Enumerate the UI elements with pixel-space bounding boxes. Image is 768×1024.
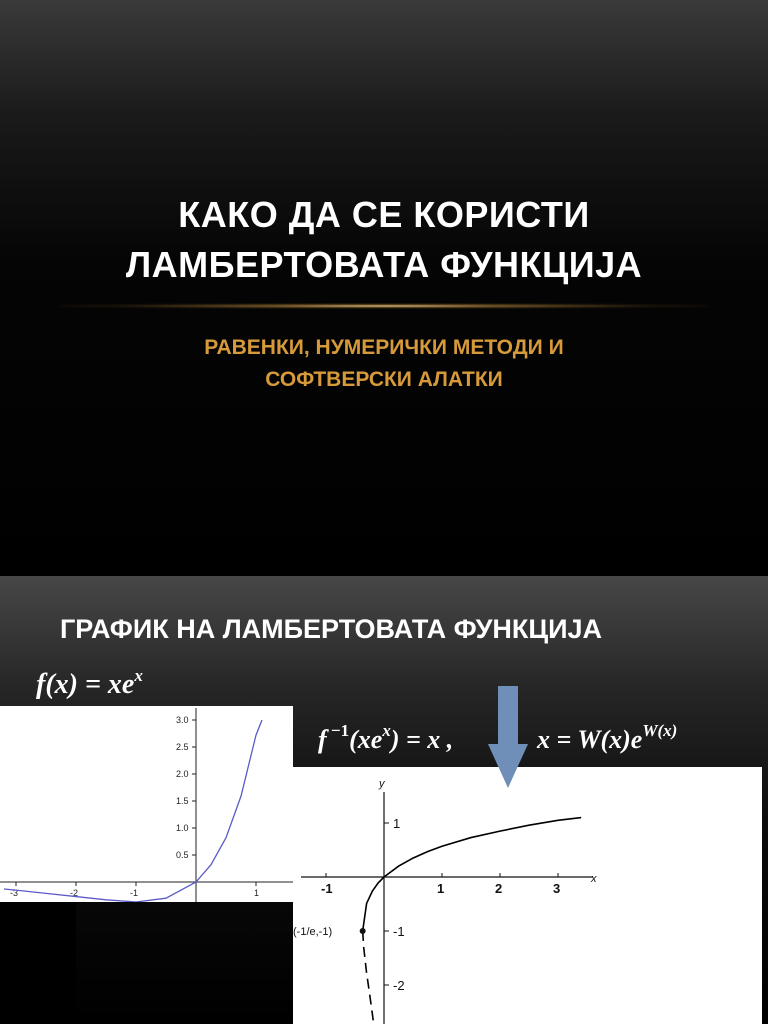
plot-xex — [0, 706, 293, 902]
curve-xex — [4, 720, 262, 902]
formula-inverse-exp2: x — [382, 721, 391, 740]
x-tick-label: 2 — [495, 881, 503, 896]
formula-w — [537, 721, 677, 755]
y-tick-label: 3.0 — [176, 715, 189, 725]
y-tick-label: 1.0 — [176, 823, 189, 833]
formula-w-exponent: W(x) — [642, 721, 678, 740]
formula-fx-base: f(x) = xe — [36, 669, 135, 700]
plot-xex-panel — [0, 706, 293, 902]
x-tick-label: 1 — [254, 888, 260, 898]
graph-slide-title: ГРАФИК НА ЛАМБЕРТОВАТА ФУНКЦИЈА — [60, 614, 603, 644]
x-tick-label: 1 — [437, 881, 445, 896]
subtitle-line-1: РАВЕНКИ, НУМЕРИЧКИ МЕТОДИ И — [204, 336, 564, 359]
plot-lambert — [293, 767, 762, 1024]
formula-fx — [36, 666, 143, 701]
title-divider — [60, 303, 708, 309]
slide-title — [0, 190, 768, 290]
formula-inverse-exp1: −1 — [326, 721, 350, 740]
formula-inverse — [318, 721, 453, 755]
title-line-1: КАКО ДА СЕ КОРИСТИ — [178, 194, 590, 235]
graph-slide — [0, 576, 768, 1024]
x-tick-label: -3 — [10, 888, 19, 898]
x-axis-label: x — [591, 873, 597, 885]
y-tick-label: -1 — [393, 924, 405, 939]
y-axis-label: y — [379, 778, 385, 790]
formula-w-base: x = W(x)e — [537, 725, 643, 754]
x-tick-label: -1 — [130, 888, 139, 898]
y-tick-label: 2.5 — [176, 742, 189, 752]
down-arrow-icon — [488, 686, 528, 790]
formula-fx-exponent: x — [134, 666, 143, 685]
y-tick-label: 1.5 — [176, 796, 189, 806]
title-line-2: ЛАМБЕРТОВАТА ФУНКЦИЈА — [125, 244, 643, 285]
x-tick-label: -1 — [321, 881, 333, 896]
formula-inverse-rhs: ) = x , — [390, 725, 454, 754]
x-tick-label: -2 — [70, 888, 79, 898]
y-tick-label: 0.5 — [176, 850, 189, 860]
plot-lambert-panel — [293, 767, 762, 1024]
y-tick-label: -2 — [393, 978, 405, 993]
formula-inverse-f: f — [318, 725, 327, 754]
y-tick-label: 2.0 — [176, 769, 189, 779]
branch-point — [360, 928, 366, 934]
branch-point-label: (-1/e,-1) — [293, 926, 333, 938]
curve-lambert-principal — [363, 818, 582, 931]
formula-inverse-mid: (xe — [349, 725, 383, 754]
black-block — [0, 902, 76, 1024]
x-tick-label: 3 — [553, 881, 561, 896]
y-tick-label: 1 — [393, 816, 401, 831]
slide-subtitle — [0, 332, 768, 396]
curve-lambert-lower — [363, 931, 376, 1024]
subtitle-line-2: СОФТВЕРСКИ АЛАТКИ — [265, 368, 503, 391]
